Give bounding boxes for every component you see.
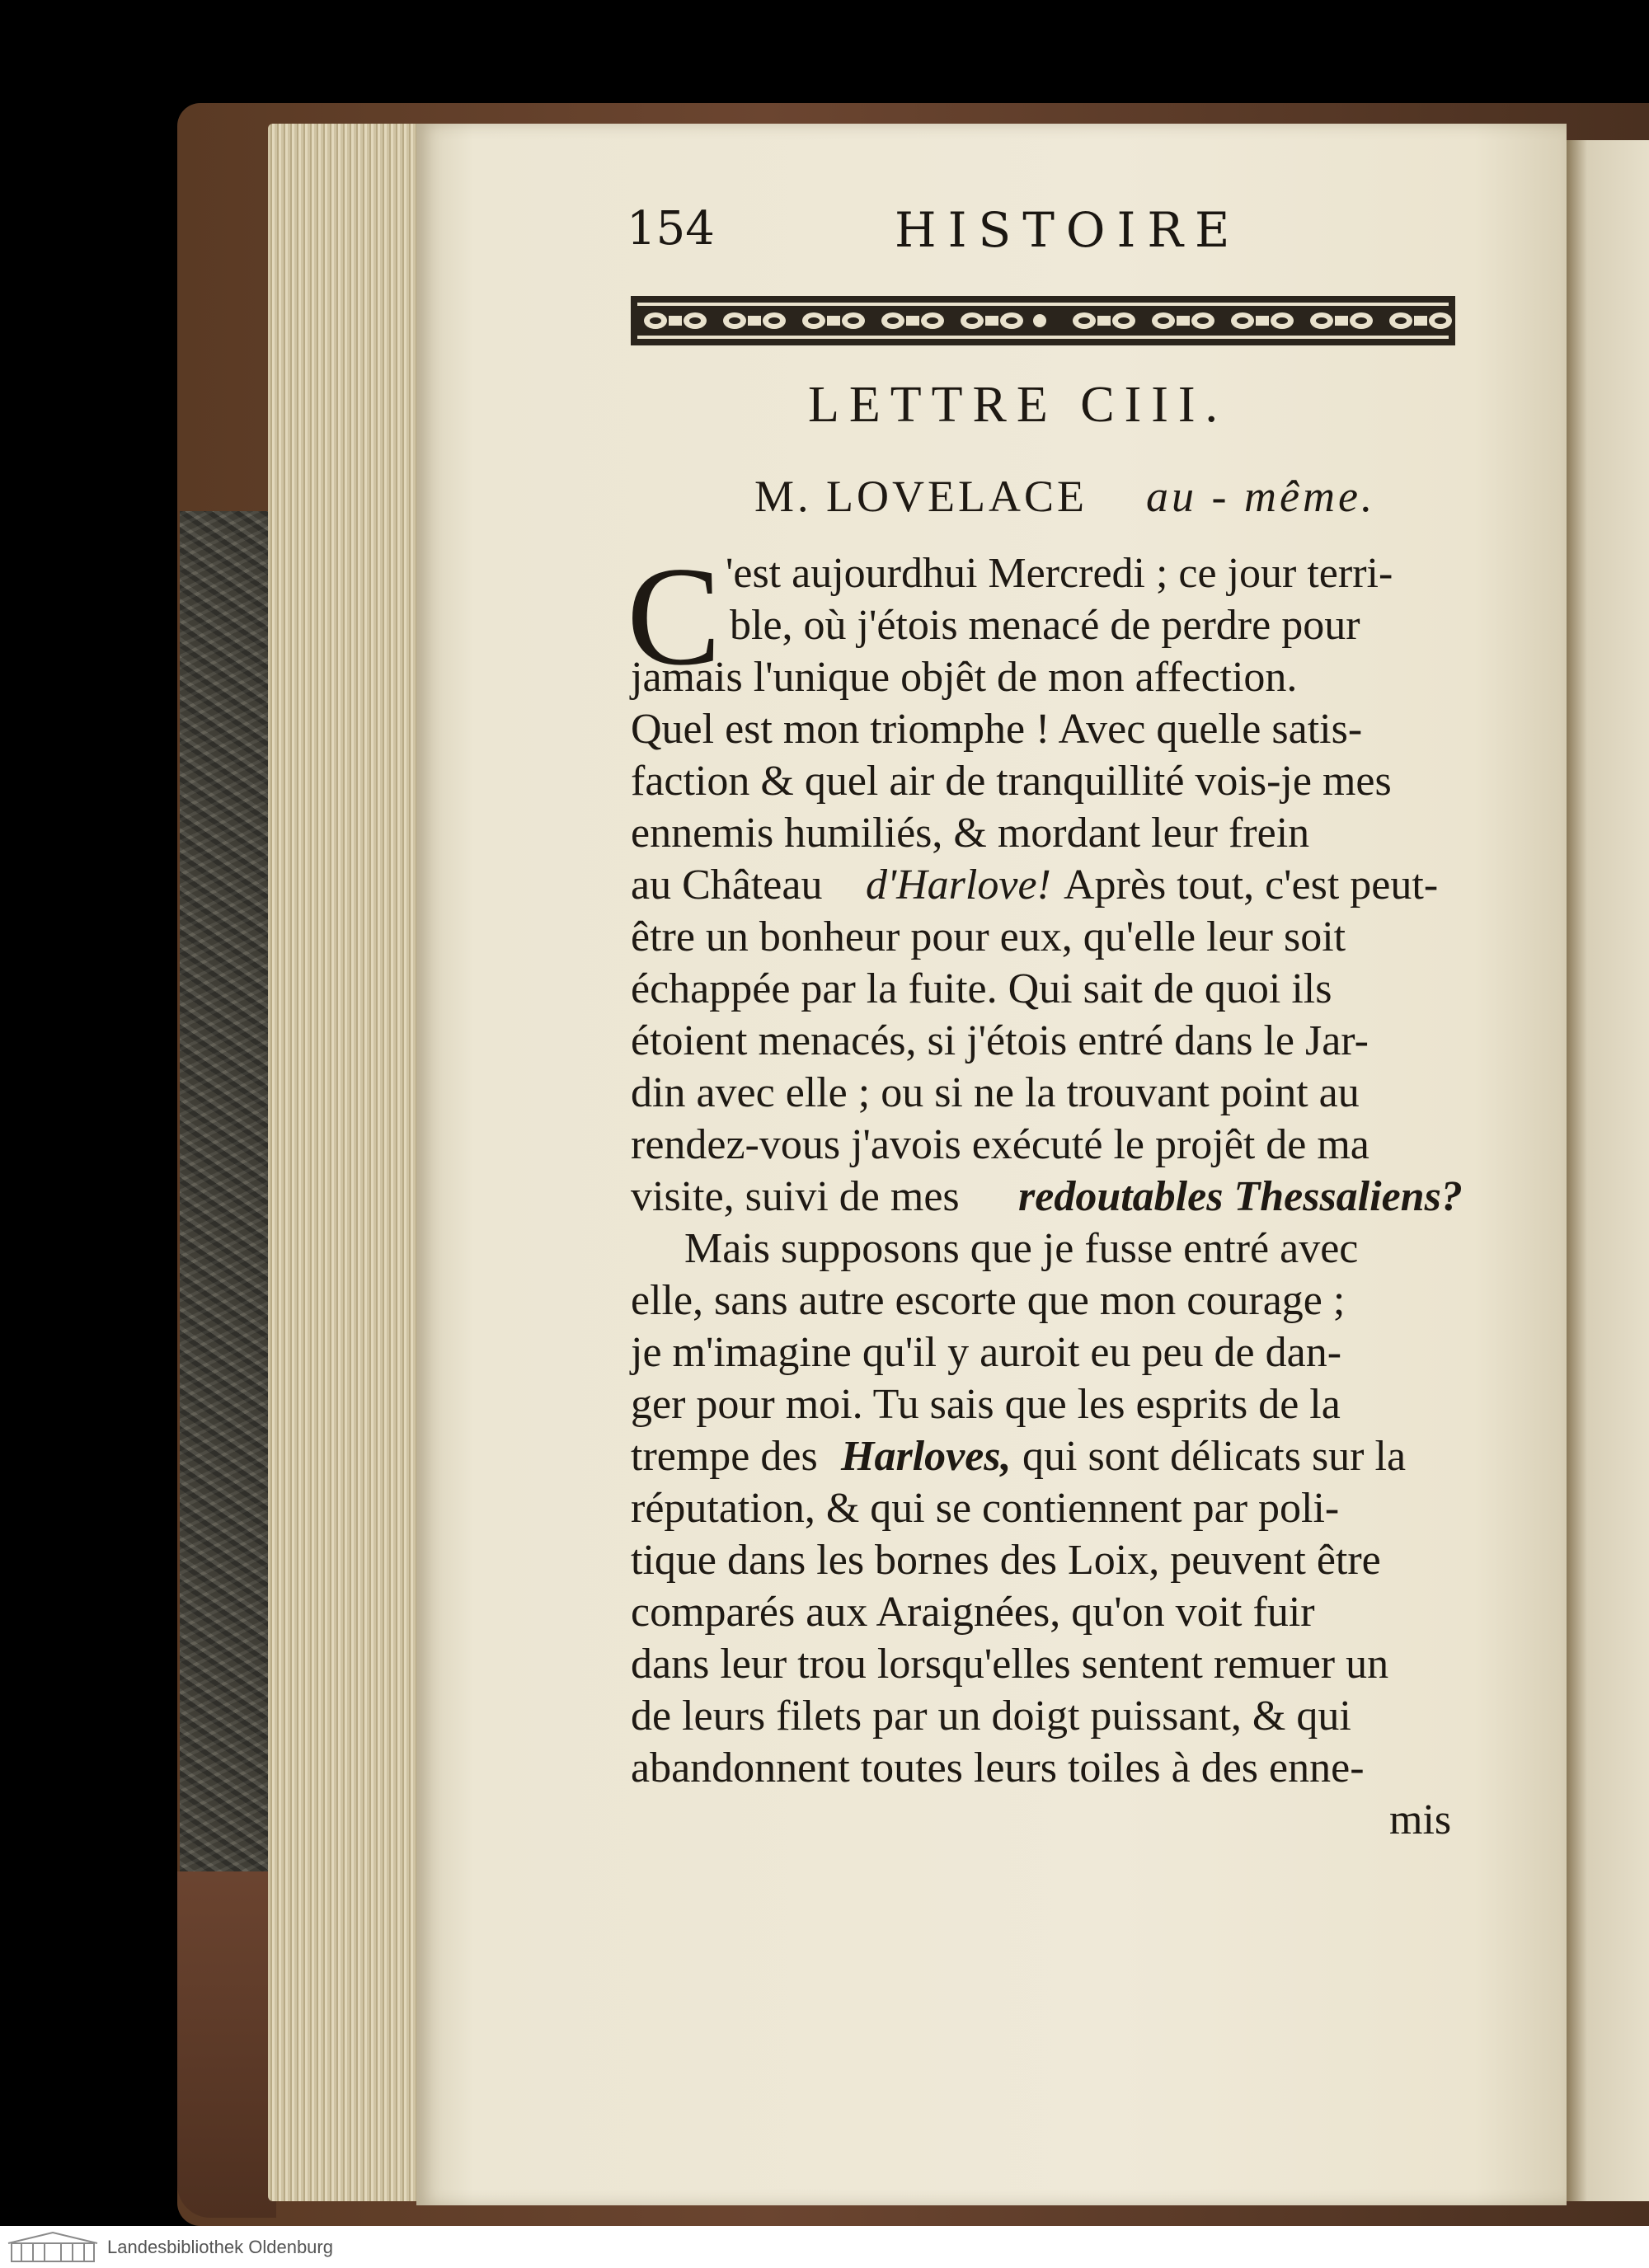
text-line: Quel est mon triomphe ! Avec quelle satis-	[631, 706, 1363, 753]
text-line-italic: Harloves,	[841, 1433, 1012, 1480]
text-line-italic: d'Harlove!	[866, 862, 1051, 909]
letter-to: au - même.	[1146, 472, 1376, 521]
text-line: comparés aux Araignées, qu'on voit fuir	[631, 1589, 1315, 1636]
text-line: qui sont délicats sur la	[1022, 1433, 1407, 1480]
text-line: réputation, & qui se contiennent par poli-	[631, 1485, 1340, 1532]
text-line: ble, où j'étois menacé de perdre pour	[730, 602, 1360, 649]
text-line: jamais l'unique objêt de mon affection.	[631, 654, 1298, 701]
text-line: étoient menacés, si j'étois entré dans le Jar-	[631, 1017, 1369, 1064]
ornament-band	[631, 291, 1455, 350]
library-building-icon	[5, 2230, 101, 2265]
text-line: trempe des	[631, 1433, 818, 1480]
catchword: mis	[1389, 1796, 1452, 1843]
letter-title: LETTRE CIII.	[808, 377, 1229, 433]
text-line: échappée par la fuite. Qui sait de quoi ils	[631, 965, 1332, 1012]
ornament-pattern	[631, 291, 1455, 350]
text-line: elle, sans autre escorte que mon courage ;	[631, 1277, 1346, 1324]
text-line: visite, suivi de mes	[631, 1173, 960, 1220]
text-line: tique dans les bornes des Loix, peuvent être	[631, 1537, 1381, 1584]
facing-page-edge	[1567, 140, 1649, 2201]
text-line: din avec elle ; ou si ne la trouvant point au	[631, 1069, 1360, 1116]
running-head: HISTOIRE	[895, 202, 1242, 258]
text-line: dans leur trou lorsqu'elles sentent remuer un	[631, 1641, 1389, 1688]
text-line: Mais supposons que je fusse entré avec	[684, 1225, 1359, 1272]
drop-cap: C	[627, 538, 721, 695]
page-header	[627, 202, 1455, 268]
text-line: au Château	[631, 862, 823, 909]
text-line: de leurs filets par un doigt puissant, & qui	[631, 1693, 1351, 1740]
marbled-cover	[180, 511, 270, 1871]
text-line: faction & quel air de tranquillité vois-je mes	[631, 758, 1392, 805]
text-line: Après tout, c'est peut-	[1064, 862, 1439, 909]
text-line: être un bonheur pour eux, qu'elle leur soit	[631, 913, 1346, 960]
letter-from: M. LOVELACE	[754, 472, 1088, 521]
page-edges	[268, 124, 425, 2201]
text-line: rendez-vous j'avois exécuté le projêt de ma	[631, 1121, 1369, 1168]
text-line: abandonnent toutes leurs toiles à des enne-	[631, 1744, 1365, 1791]
footer-label: Landesbibliothek Oldenburg	[107, 2237, 333, 2257]
text-line: ennemis humiliés, & mordant leur frein	[631, 810, 1310, 857]
text-line: ger pour moi. Tu sais que les esprits de la	[631, 1381, 1341, 1428]
text-line-italic: redoutables Thessaliens?	[1018, 1173, 1463, 1220]
page-number: 154	[627, 202, 715, 256]
text-line: je m'imagine qu'il y auroit eu peu de dan-	[631, 1329, 1342, 1376]
text-line: 'est aujourdhui Mercredi ; ce jour terri-	[726, 550, 1393, 597]
leather-corner	[177, 1871, 276, 2218]
